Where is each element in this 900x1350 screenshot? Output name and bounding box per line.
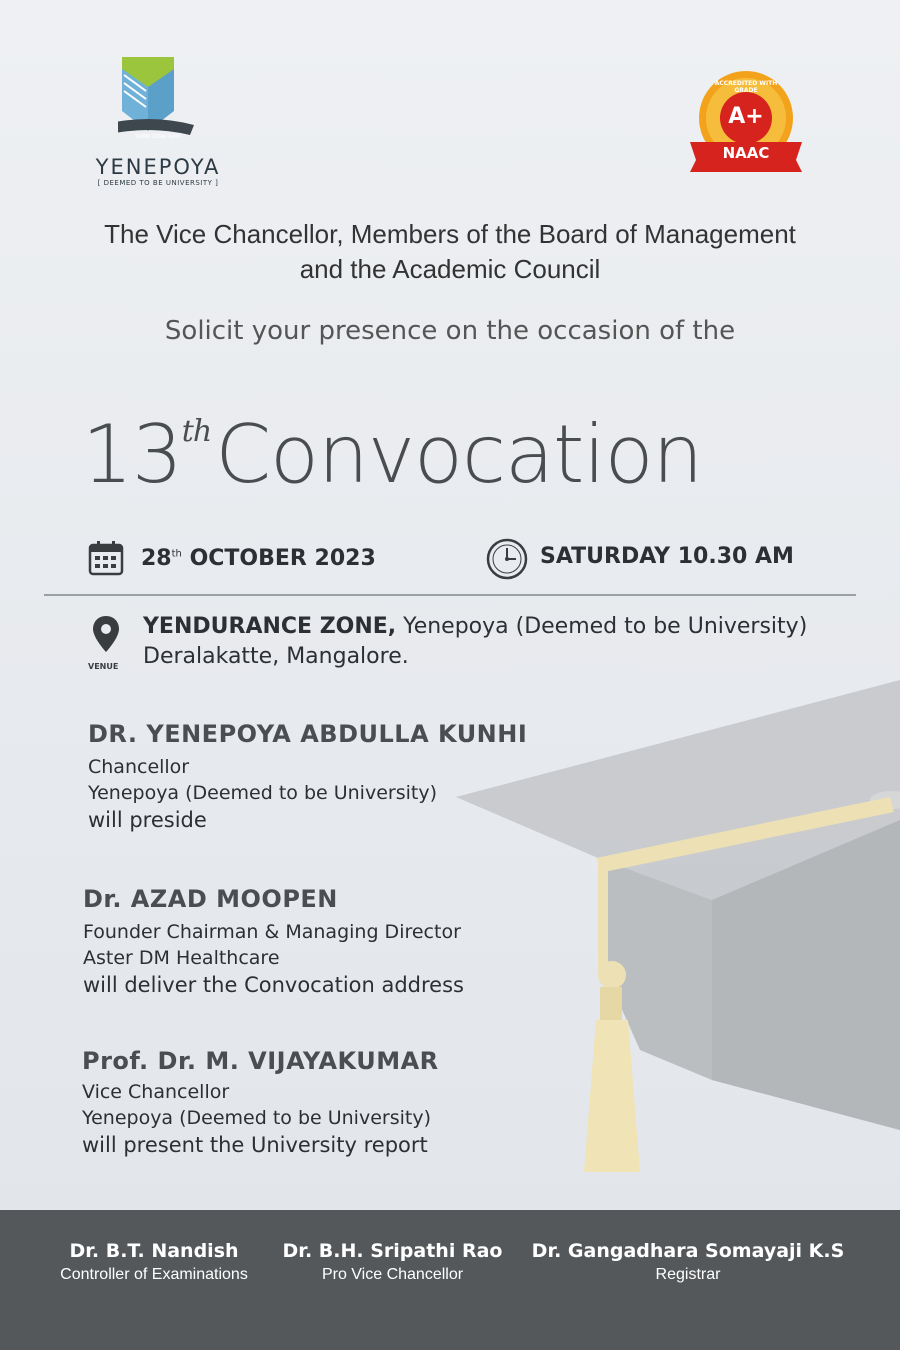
person-name: DR. YENEPOYA ABDULLA KUNHI	[88, 720, 528, 748]
person-name: Dr. AZAD MOOPEN	[83, 885, 338, 913]
footer-signatory	[280, 1240, 505, 1284]
event-day-time: SATURDAY 10.30 AM	[540, 544, 794, 569]
person-line2: Yenepoya (Deemed to be University)	[82, 1107, 431, 1129]
logo-motto: RABBI ZIDNI 'ILMA	[135, 134, 181, 140]
person-vice-chancellor	[82, 1047, 439, 1160]
naac-ring-text: ACCREDITED WITH GRADE	[714, 80, 778, 94]
venue-city: Deralakatte, Mangalore.	[143, 644, 409, 669]
title-word: Convocation	[215, 408, 703, 501]
logo-subtitle: [ DEEMED TO BE UNIVERSITY ]	[97, 179, 219, 187]
divider	[44, 594, 856, 596]
person-role: will deliver the Convocation address	[83, 973, 464, 997]
person-role: will present the University report	[82, 1133, 428, 1157]
venue-icon-label: VENUE	[88, 662, 119, 671]
venue-place: YENDURANCE ZONE,	[143, 614, 397, 639]
person-line2: Yenepoya (Deemed to be University)	[88, 782, 437, 804]
intro-line-1: The Vice Chancellor, Members of the Board of Management	[104, 219, 796, 249]
calendar-icon	[88, 540, 124, 576]
naac-badge	[688, 68, 804, 178]
footer-name: Dr. B.H. Sripathi Rao	[282, 1240, 503, 1262]
venue-text	[143, 612, 807, 672]
title-suffix: th	[181, 414, 212, 449]
intro-line-2: and the Academic Council	[299, 254, 601, 284]
clock-icon	[485, 537, 529, 581]
date-suffix: th	[171, 548, 182, 560]
footer-name: Dr. Gangadhara Somayaji K.S	[531, 1240, 845, 1262]
solicit-text: Solicit your presence on the occasion of the	[164, 316, 736, 346]
naac-ribbon: NAAC	[722, 144, 770, 162]
footer-signatory	[44, 1240, 264, 1284]
footer-name: Dr. B.T. Nandish	[69, 1240, 239, 1262]
person-line1: Vice Chancellor	[82, 1081, 230, 1103]
yenepoya-logo	[78, 55, 221, 190]
person-chief-guest	[83, 885, 464, 1000]
person-line1: Founder Chairman & Managing Director	[83, 921, 461, 943]
event-date	[141, 546, 376, 571]
venue-institution: Yenepoya (Deemed to be University)	[403, 614, 808, 639]
footer	[0, 1210, 900, 1350]
person-line1: Chancellor	[88, 756, 190, 778]
title-number: 13	[82, 408, 182, 501]
footer-signatory	[528, 1240, 848, 1284]
person-line2: Aster DM Healthcare	[83, 947, 280, 969]
footer-title: Controller of Examinations	[60, 1266, 248, 1283]
university-shield-icon	[118, 55, 198, 155]
location-pin-icon	[90, 614, 122, 656]
date-month-year: OCTOBER 2023	[189, 546, 376, 571]
footer-title: Registrar	[655, 1266, 721, 1283]
person-name: Prof. Dr. M. VIJAYAKUMAR	[82, 1047, 439, 1075]
footer-title: Pro Vice Chancellor	[321, 1266, 464, 1283]
logo-name: YENEPOYA	[95, 155, 221, 179]
naac-grade: A+	[728, 104, 764, 129]
person-chancellor	[88, 720, 527, 835]
date-day: 28	[141, 546, 172, 571]
person-role: will preside	[88, 808, 207, 832]
page-title	[82, 408, 702, 501]
